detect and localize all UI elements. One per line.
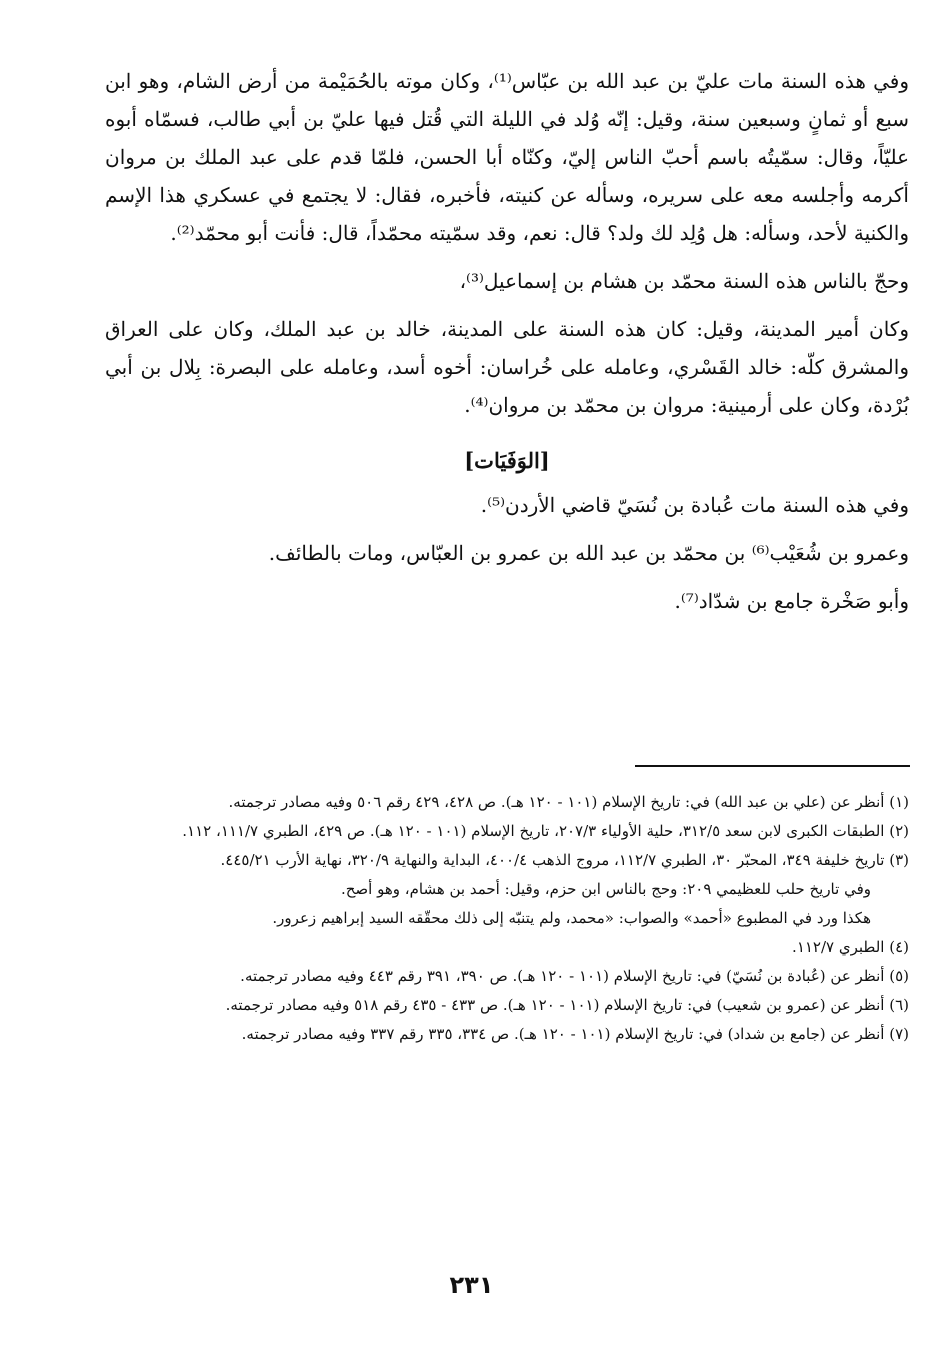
- footnote-divider: [635, 765, 910, 767]
- footnote: (٢) الطبقات الكبرى لابن سعد ٣١٢/٥، حلية الأولياء ٢٠٧/٣، تاريخ الإسلام (١٠١ - ١٢٠ هـ). ص ٤٢٩، الطبري ١١١/٧، ١١٢.: [182, 822, 909, 840]
- paragraph-ali-death: وفي هذه السنة مات عليّ بن عبد الله بن عبّاس⁽¹⁾، وكان موته بالحُمَيْمة من أرض الشام، وهو ابن سبع أو ثمانٍ وسبعين سنة، وقيل: إنّه وُلد في الليلة التي قُتل فيها عليّ بن أبي طالب، فسمّاه أبوه عليّاً، وقال: سمّيتُه باسم أحبّ الناس إليّ، وكنّاه أبا الحسن، فلمّا قدم على عبد الملك بن مروان أكرمه وأجلسه معه على سريره، وسأله عن كنيته، فأخبره، فقال: لا يجتمع في عسكري هذا الإسم والكنية لأحد، وسأله: هل وُلِد لك ولد؟ قال: نعم، وقد سمّيته محمّداً، قال: فأنت أبو محمّد⁽²⁾.: [105, 69, 909, 245]
- footnote: (٥) أنظر عن (عُبادة بن نُسَيّ) في: تاريخ الإسلام (١٠١ - ١٢٠ هـ). ص ٣٩٠، ٣٩١ رقم ٤٤٣ وفيه مصادر ترجمته.: [240, 967, 909, 985]
- main-text: [105, 62, 909, 620]
- footnote: (٧) أنظر عن (جامع بن شداد) في: تاريخ الإسلام (١٠١ - ١٢٠ هـ). ص ٣٣٤، ٣٣٥ رقم ٣٣٧ وفيه مصادر ترجمته.: [241, 1025, 909, 1043]
- wafayat-entry: وعمرو بن شُعَيْب⁽⁶⁾ بن محمّد بن عبد الله بن عمرو بن العبّاس، ومات بالطائف.: [268, 541, 909, 565]
- footnote: (٣) تاريخ خليفة ٣٤٩، المحبّر ٣٠، الطبري ١١٢/٧، مروج الذهب ٤٠٠/٤، البداية والنهاية ٣٢٠/٩، نهاية الأرب ٤٤٥/٢١.: [220, 851, 909, 869]
- footnote: (٤) الطبري ١١٢/٧.: [792, 938, 909, 956]
- footnote-continuation: هكذا ورد في المطبوع «أحمد» والصواب: «محمد، ولم يتنبّه إلى ذلك محقّقه السيد إبراهيم زعرور.: [272, 909, 871, 927]
- footnote: (٦) أنظر عن (عمرو بن شعيب) في: تاريخ الإسلام (١٠١ - ١٢٠ هـ). ص ٤٣٣ - ٤٣٥ رقم ٥١٨ وفيه مصادر ترجمته.: [225, 996, 909, 1014]
- footnote-continuation: وفي تاريخ حلب للعظيمي ٢٠٩: وحج بالناس ابن حزم، وقيل: أحمد بن هشام، وهو أصح.: [340, 880, 871, 898]
- paragraph-governors: وكان أمير المدينة، وقيل: كان هذه السنة على المدينة، خالد بن عبد الملك، وكان على العراق والمشرق كلّه: خالد القَسْري، وعامله على خُراسان: أخوه أسد، وعامله على البصرة: بِلال بن أبي بُرْدة، وكان على أرمينية: مروان بن محمّد بن مروان⁽⁴⁾.: [105, 317, 909, 417]
- page-number: ٢٣١: [449, 1271, 494, 1299]
- paragraph-hajj: وحجّ بالناس هذه السنة محمّد بن هشام بن إسماعيل⁽³⁾،: [459, 269, 909, 293]
- section-heading-wafayat: [الوَفَيَات]: [464, 448, 550, 473]
- footnote: (١) أنظر عن (علي بن عبد الله) في: تاريخ الإسلام (١٠١ - ١٢٠ هـ). ص ٤٢٨، ٤٢٩ رقم ٥٠٦ وفيه مصادر ترجمته.: [228, 793, 909, 811]
- wafayat-entry: وأبو صَخْرة جامع بن شدّاد⁽⁷⁾.: [674, 589, 909, 613]
- footnotes: [105, 788, 909, 1049]
- wafayat-entry: وفي هذه السنة مات عُبادة بن نُسَيّ قاضي الأردن⁽⁵⁾.: [480, 493, 909, 517]
